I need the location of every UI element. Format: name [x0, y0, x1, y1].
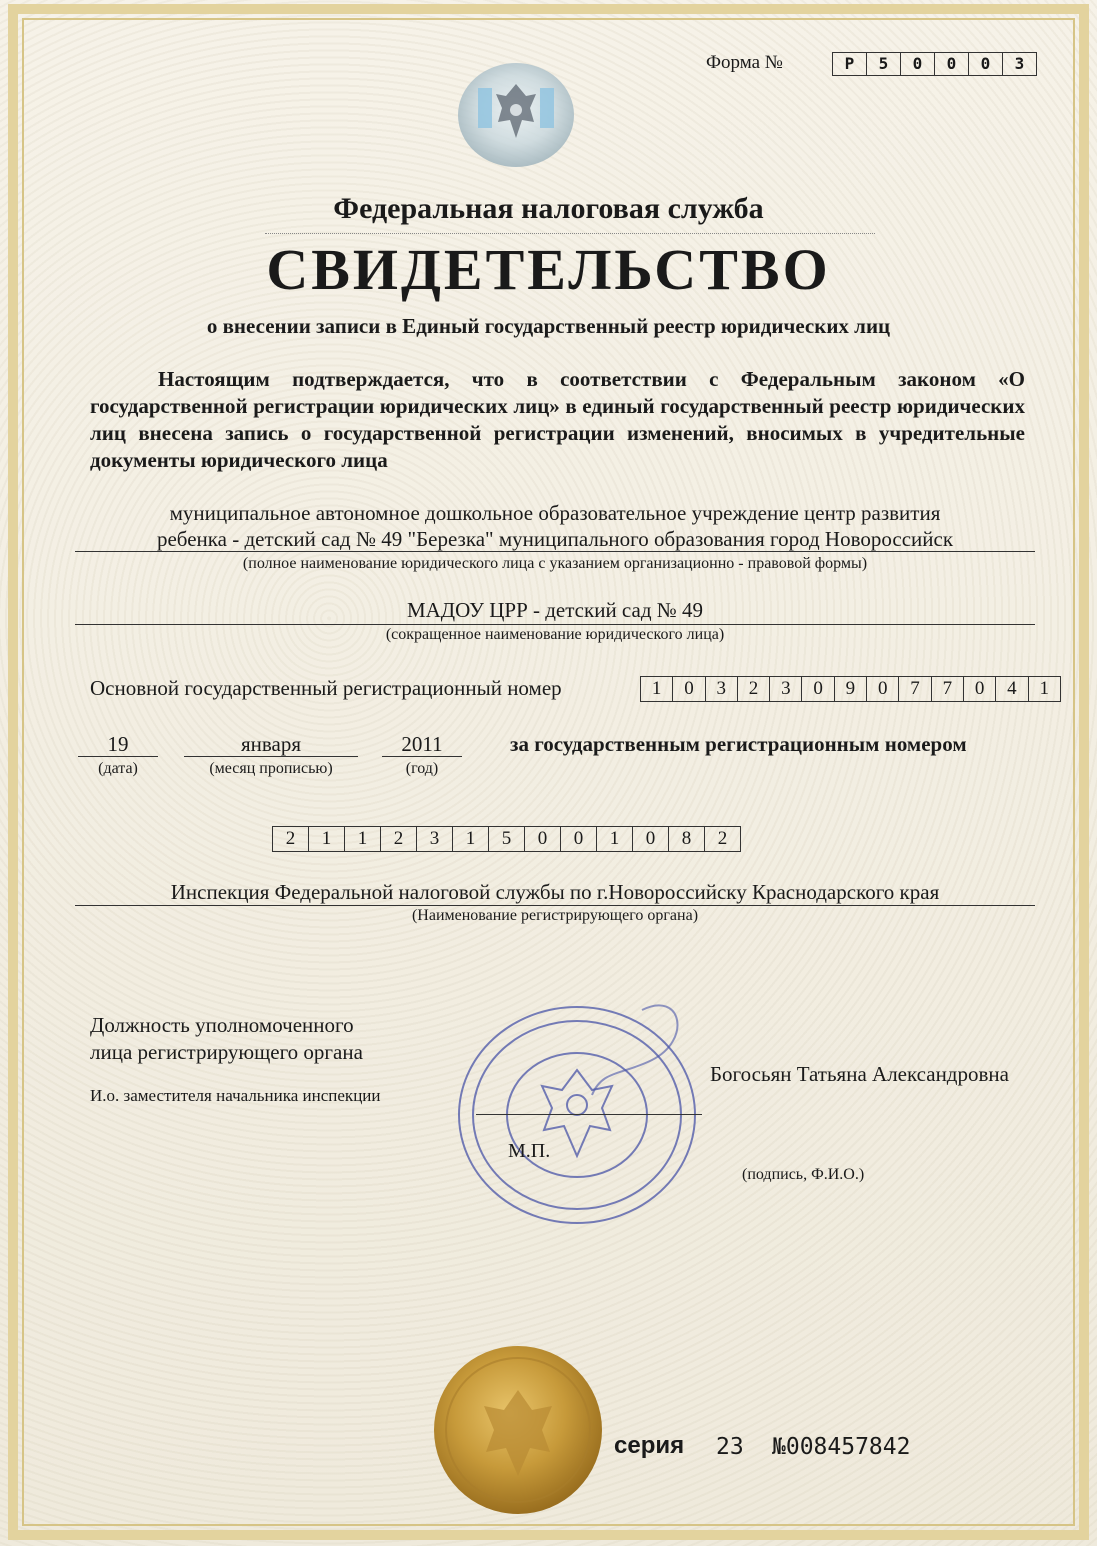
- signature-note: (подпись, Ф.И.О.): [742, 1166, 865, 1183]
- registering-authority: Инспекция Федеральной налоговой службы по г.Новороссийску Краснодарского края: [170, 880, 940, 904]
- entity-full-name: [75, 500, 1035, 552]
- entity-full-name-note: (полное наименование юридического лица с указанием организационно - правовой формы): [242, 555, 868, 572]
- date-month: января: [240, 732, 302, 756]
- entity-short-name: МАДОУ ЦРР - детский сад № 49: [406, 598, 704, 622]
- grn-digit: 0: [525, 827, 561, 851]
- underline: [75, 551, 1035, 552]
- official-stamp-icon: [452, 1000, 702, 1230]
- date-year-note: (год): [405, 760, 439, 777]
- form-code-cell: 0: [901, 53, 935, 75]
- ogrn-digit: 0: [964, 677, 996, 701]
- serial-series: 23: [716, 1434, 744, 1460]
- statement-text: Настоящим подтверждается, что в соответствии с Федеральным законом «О государственной регистрации юридических лиц» в единый государственный реестр юридических лиц внесена запись о государственной регистрации изменений, вносимых в учредительные документы юридического лица: [90, 367, 1025, 472]
- entity-full-name-line: муниципальное автономное дошкольное образовательное учреждение центр развития: [169, 501, 941, 525]
- form-code-cell: 0: [935, 53, 969, 75]
- underline: [184, 756, 358, 757]
- grn-digit: 2: [381, 827, 417, 851]
- signer-name: Богосьян Татьяна Александровна: [710, 1062, 1009, 1086]
- document-subtitle: о внесении записи в Единый государственный реестр юридических лиц: [206, 314, 891, 338]
- entity-full-name-line: ребенка - детский сад № 49 "Березка" муниципального образования город Новороссийск: [156, 527, 954, 551]
- grn-digit: 2: [273, 827, 309, 851]
- serial-label: серия: [614, 1432, 685, 1459]
- grn-digit: 1: [345, 827, 381, 851]
- ogrn-digit: 4: [996, 677, 1028, 701]
- position-label-line: лица регистрирующего органа: [90, 1040, 363, 1064]
- gold-seal-icon: [432, 1344, 604, 1516]
- serial-number: №008457842: [772, 1434, 911, 1460]
- underline: [78, 756, 158, 757]
- ogrn-digit: 0: [867, 677, 899, 701]
- ogrn-digit: 7: [899, 677, 931, 701]
- form-code-cell: 0: [969, 53, 1003, 75]
- grn-digit: 3: [417, 827, 453, 851]
- ogrn-digit: 1: [641, 677, 673, 701]
- hologram-emblem-icon: [456, 60, 576, 170]
- ogrn-digit: 3: [706, 677, 738, 701]
- grn-digit: 2: [717, 828, 728, 849]
- grn-digit: 1: [453, 827, 489, 851]
- grn-digit: 0: [561, 827, 597, 851]
- date-year: 2011: [401, 732, 443, 756]
- grn-digit: 8: [669, 827, 705, 851]
- ogrn-digit: 1: [1039, 678, 1049, 699]
- underline: [75, 624, 1035, 625]
- document-title: СВИДЕТЕЛЬСТВО: [266, 237, 831, 302]
- entity-short-name-note: (сокращенное наименование юридического лица): [385, 626, 725, 643]
- form-code-cell: 5: [867, 53, 901, 75]
- form-code-cell: 3: [1014, 54, 1025, 73]
- underline: [75, 905, 1035, 906]
- ogrn-digit: 7: [932, 677, 964, 701]
- ogrn-boxes: [640, 676, 1061, 702]
- ogrn-digit: 9: [835, 677, 867, 701]
- form-code-cell: Р: [833, 53, 867, 75]
- signature-line: [476, 1114, 702, 1115]
- form-number-label: Форма №: [706, 52, 783, 73]
- position-value: И.о. заместителя начальника инспекции: [90, 1086, 381, 1105]
- position-label: [90, 1012, 363, 1066]
- grn-boxes: [272, 826, 741, 852]
- date-day: 19: [107, 732, 129, 756]
- grn-digit: 0: [633, 827, 669, 851]
- grn-digit: 1: [309, 827, 345, 851]
- registering-authority-note: (Наименование регистрирующего органа): [411, 907, 699, 924]
- position-label-line: Должность уполномоченного: [90, 1013, 354, 1037]
- agency-name: Федеральная налоговая служба: [333, 192, 764, 225]
- ogrn-digit: 3: [770, 677, 802, 701]
- ogrn-digit: 0: [673, 677, 705, 701]
- grn-digit: 1: [597, 827, 633, 851]
- form-number-boxes: [832, 52, 1037, 76]
- seal-place-label: М.П.: [508, 1140, 551, 1162]
- ogrn-label: Основной государственный регистрационный номер: [90, 676, 562, 700]
- date-day-note: (дата): [98, 760, 138, 777]
- reg-number-label: за государственным регистрационным номером: [510, 732, 967, 756]
- divider: [265, 233, 875, 234]
- grn-digit: 5: [489, 827, 525, 851]
- underline: [382, 756, 462, 757]
- ogrn-digit: 2: [738, 677, 770, 701]
- date-month-note: (месяц прописью): [209, 760, 333, 777]
- ogrn-digit: 0: [802, 677, 834, 701]
